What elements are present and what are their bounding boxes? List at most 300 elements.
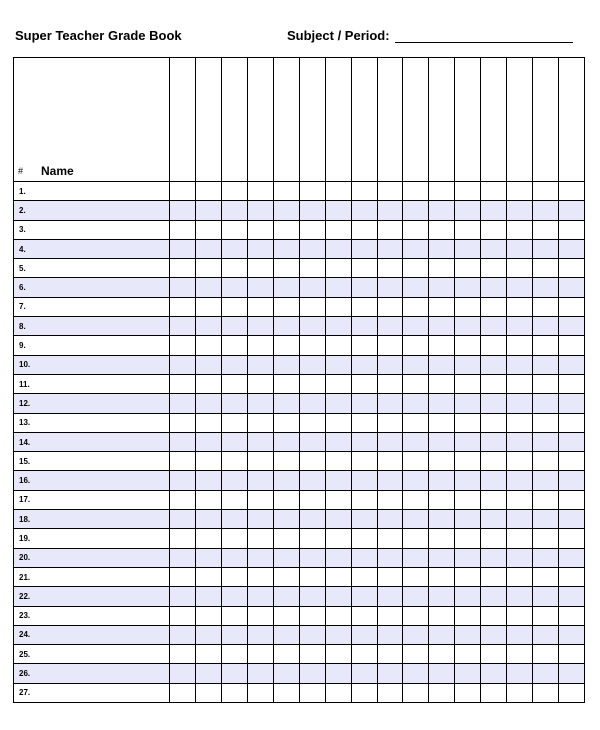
- grade-cell[interactable]: [481, 336, 507, 355]
- grade-cell[interactable]: [533, 471, 559, 490]
- grade-cell[interactable]: [195, 645, 221, 664]
- grade-cell[interactable]: [377, 683, 403, 702]
- grade-cell[interactable]: [403, 259, 429, 278]
- grade-cell[interactable]: [403, 278, 429, 297]
- grade-cell[interactable]: [533, 625, 559, 644]
- student-name-cell[interactable]: [14, 355, 170, 374]
- grade-cell[interactable]: [403, 567, 429, 586]
- grade-cell[interactable]: [351, 452, 377, 471]
- grade-cell[interactable]: [247, 317, 273, 336]
- grade-cell[interactable]: [247, 182, 273, 201]
- grade-cell[interactable]: [273, 471, 299, 490]
- grade-cell[interactable]: [325, 259, 351, 278]
- grade-cell[interactable]: [377, 452, 403, 471]
- grade-cell[interactable]: [455, 452, 481, 471]
- grade-cell[interactable]: [299, 239, 325, 258]
- grade-cell[interactable]: [195, 259, 221, 278]
- grade-cell[interactable]: [377, 201, 403, 220]
- grade-cell[interactable]: [247, 645, 273, 664]
- grade-cell[interactable]: [299, 548, 325, 567]
- grade-cell[interactable]: [507, 683, 533, 702]
- grade-cell[interactable]: [351, 548, 377, 567]
- grade-cell[interactable]: [559, 413, 585, 432]
- grade-cell[interactable]: [170, 664, 196, 683]
- grade-cell[interactable]: [351, 355, 377, 374]
- grade-cell[interactable]: [429, 471, 455, 490]
- student-name-cell[interactable]: [14, 645, 170, 664]
- grade-cell[interactable]: [273, 201, 299, 220]
- grade-cell[interactable]: [351, 683, 377, 702]
- grade-cell[interactable]: [170, 201, 196, 220]
- grade-cell[interactable]: [195, 490, 221, 509]
- grade-cell[interactable]: [325, 317, 351, 336]
- grade-cell[interactable]: [481, 239, 507, 258]
- grade-cell[interactable]: [533, 394, 559, 413]
- grade-cell[interactable]: [403, 432, 429, 451]
- grade-cell[interactable]: [221, 645, 247, 664]
- grade-cell[interactable]: [533, 239, 559, 258]
- grade-cell[interactable]: [221, 394, 247, 413]
- grade-cell[interactable]: [507, 201, 533, 220]
- grade-cell[interactable]: [377, 625, 403, 644]
- grade-cell[interactable]: [429, 355, 455, 374]
- grade-cell[interactable]: [299, 490, 325, 509]
- student-name-cell[interactable]: [14, 664, 170, 683]
- grade-cell[interactable]: [170, 336, 196, 355]
- grade-cell[interactable]: [325, 548, 351, 567]
- grade-cell[interactable]: [195, 239, 221, 258]
- grade-cell[interactable]: [247, 471, 273, 490]
- grade-column-header[interactable]: [247, 58, 273, 182]
- grade-cell[interactable]: [559, 664, 585, 683]
- student-name-cell[interactable]: [14, 413, 170, 432]
- grade-cell[interactable]: [481, 625, 507, 644]
- grade-cell[interactable]: [273, 529, 299, 548]
- grade-cell[interactable]: [325, 645, 351, 664]
- grade-cell[interactable]: [273, 297, 299, 316]
- grade-cell[interactable]: [247, 259, 273, 278]
- grade-cell[interactable]: [299, 317, 325, 336]
- grade-cell[interactable]: [195, 452, 221, 471]
- grade-cell[interactable]: [325, 587, 351, 606]
- grade-cell[interactable]: [429, 625, 455, 644]
- student-name-cell[interactable]: [14, 567, 170, 586]
- grade-cell[interactable]: [325, 278, 351, 297]
- grade-cell[interactable]: [481, 567, 507, 586]
- grade-cell[interactable]: [507, 490, 533, 509]
- student-name-cell[interactable]: [14, 317, 170, 336]
- grade-cell[interactable]: [455, 645, 481, 664]
- grade-cell[interactable]: [429, 182, 455, 201]
- grade-cell[interactable]: [325, 625, 351, 644]
- grade-cell[interactable]: [481, 317, 507, 336]
- grade-cell[interactable]: [481, 490, 507, 509]
- grade-cell[interactable]: [377, 645, 403, 664]
- grade-cell[interactable]: [403, 625, 429, 644]
- grade-cell[interactable]: [533, 374, 559, 393]
- grade-cell[interactable]: [403, 239, 429, 258]
- grade-cell[interactable]: [403, 336, 429, 355]
- grade-cell[interactable]: [403, 529, 429, 548]
- grade-cell[interactable]: [247, 239, 273, 258]
- grade-cell[interactable]: [507, 510, 533, 529]
- grade-cell[interactable]: [377, 220, 403, 239]
- student-name-cell[interactable]: [14, 471, 170, 490]
- grade-cell[interactable]: [429, 510, 455, 529]
- grade-cell[interactable]: [481, 220, 507, 239]
- grade-cell[interactable]: [221, 529, 247, 548]
- grade-cell[interactable]: [351, 529, 377, 548]
- grade-cell[interactable]: [351, 567, 377, 586]
- grade-cell[interactable]: [247, 567, 273, 586]
- grade-column-header[interactable]: [429, 58, 455, 182]
- grade-cell[interactable]: [170, 625, 196, 644]
- grade-cell[interactable]: [533, 182, 559, 201]
- grade-cell[interactable]: [195, 664, 221, 683]
- grade-cell[interactable]: [559, 625, 585, 644]
- grade-cell[interactable]: [559, 548, 585, 567]
- grade-cell[interactable]: [247, 606, 273, 625]
- grade-cell[interactable]: [455, 182, 481, 201]
- grade-cell[interactable]: [221, 278, 247, 297]
- grade-cell[interactable]: [247, 625, 273, 644]
- grade-cell[interactable]: [403, 510, 429, 529]
- grade-cell[interactable]: [377, 317, 403, 336]
- grade-cell[interactable]: [481, 664, 507, 683]
- grade-cell[interactable]: [221, 355, 247, 374]
- grade-cell[interactable]: [429, 432, 455, 451]
- grade-cell[interactable]: [221, 510, 247, 529]
- grade-cell[interactable]: [481, 259, 507, 278]
- grade-cell[interactable]: [195, 432, 221, 451]
- grade-cell[interactable]: [455, 336, 481, 355]
- grade-cell[interactable]: [559, 355, 585, 374]
- grade-cell[interactable]: [247, 220, 273, 239]
- grade-column-header[interactable]: [559, 58, 585, 182]
- grade-cell[interactable]: [247, 548, 273, 567]
- grade-cell[interactable]: [455, 413, 481, 432]
- subject-period-field[interactable]: [395, 42, 573, 43]
- grade-cell[interactable]: [351, 432, 377, 451]
- grade-cell[interactable]: [533, 297, 559, 316]
- grade-cell[interactable]: [533, 490, 559, 509]
- grade-cell[interactable]: [481, 587, 507, 606]
- grade-cell[interactable]: [221, 239, 247, 258]
- grade-cell[interactable]: [481, 606, 507, 625]
- grade-cell[interactable]: [247, 683, 273, 702]
- grade-cell[interactable]: [170, 297, 196, 316]
- grade-cell[interactable]: [403, 606, 429, 625]
- grade-cell[interactable]: [481, 529, 507, 548]
- grade-cell[interactable]: [351, 413, 377, 432]
- grade-cell[interactable]: [507, 336, 533, 355]
- grade-cell[interactable]: [507, 625, 533, 644]
- grade-cell[interactable]: [273, 374, 299, 393]
- student-name-cell[interactable]: [14, 259, 170, 278]
- grade-cell[interactable]: [377, 239, 403, 258]
- grade-cell[interactable]: [195, 317, 221, 336]
- grade-cell[interactable]: [351, 220, 377, 239]
- grade-cell[interactable]: [481, 645, 507, 664]
- grade-cell[interactable]: [195, 336, 221, 355]
- grade-cell[interactable]: [351, 201, 377, 220]
- grade-cell[interactable]: [170, 510, 196, 529]
- grade-cell[interactable]: [507, 278, 533, 297]
- grade-cell[interactable]: [325, 355, 351, 374]
- grade-cell[interactable]: [455, 220, 481, 239]
- grade-cell[interactable]: [195, 529, 221, 548]
- grade-cell[interactable]: [195, 220, 221, 239]
- grade-cell[interactable]: [170, 413, 196, 432]
- grade-cell[interactable]: [221, 664, 247, 683]
- grade-cell[interactable]: [170, 259, 196, 278]
- grade-cell[interactable]: [247, 587, 273, 606]
- student-name-cell[interactable]: [14, 432, 170, 451]
- grade-cell[interactable]: [377, 529, 403, 548]
- grade-cell[interactable]: [429, 548, 455, 567]
- grade-cell[interactable]: [221, 452, 247, 471]
- grade-cell[interactable]: [247, 510, 273, 529]
- grade-cell[interactable]: [403, 317, 429, 336]
- grade-cell[interactable]: [377, 471, 403, 490]
- grade-cell[interactable]: [481, 355, 507, 374]
- grade-cell[interactable]: [273, 432, 299, 451]
- grade-cell[interactable]: [455, 510, 481, 529]
- grade-cell[interactable]: [377, 394, 403, 413]
- student-name-cell[interactable]: [14, 548, 170, 567]
- grade-cell[interactable]: [351, 336, 377, 355]
- grade-column-header[interactable]: [221, 58, 247, 182]
- grade-cell[interactable]: [533, 336, 559, 355]
- grade-cell[interactable]: [455, 567, 481, 586]
- grade-cell[interactable]: [299, 394, 325, 413]
- grade-cell[interactable]: [221, 471, 247, 490]
- grade-cell[interactable]: [429, 567, 455, 586]
- grade-cell[interactable]: [170, 182, 196, 201]
- grade-cell[interactable]: [195, 394, 221, 413]
- grade-cell[interactable]: [455, 355, 481, 374]
- grade-cell[interactable]: [325, 606, 351, 625]
- grade-cell[interactable]: [455, 394, 481, 413]
- grade-cell[interactable]: [221, 182, 247, 201]
- grade-cell[interactable]: [429, 297, 455, 316]
- grade-cell[interactable]: [429, 278, 455, 297]
- grade-cell[interactable]: [533, 259, 559, 278]
- student-name-cell[interactable]: [14, 336, 170, 355]
- grade-cell[interactable]: [559, 452, 585, 471]
- grade-cell[interactable]: [221, 297, 247, 316]
- grade-cell[interactable]: [170, 317, 196, 336]
- grade-cell[interactable]: [559, 587, 585, 606]
- grade-cell[interactable]: [325, 201, 351, 220]
- grade-cell[interactable]: [403, 413, 429, 432]
- grade-cell[interactable]: [273, 259, 299, 278]
- grade-cell[interactable]: [299, 452, 325, 471]
- grade-cell[interactable]: [481, 201, 507, 220]
- grade-cell[interactable]: [170, 239, 196, 258]
- grade-cell[interactable]: [221, 317, 247, 336]
- grade-cell[interactable]: [481, 182, 507, 201]
- grade-column-header[interactable]: [325, 58, 351, 182]
- grade-cell[interactable]: [221, 567, 247, 586]
- grade-cell[interactable]: [377, 490, 403, 509]
- grade-cell[interactable]: [273, 645, 299, 664]
- grade-cell[interactable]: [559, 529, 585, 548]
- grade-cell[interactable]: [403, 587, 429, 606]
- grade-cell[interactable]: [455, 529, 481, 548]
- grade-cell[interactable]: [377, 567, 403, 586]
- grade-cell[interactable]: [351, 394, 377, 413]
- grade-cell[interactable]: [481, 413, 507, 432]
- grade-cell[interactable]: [170, 683, 196, 702]
- grade-cell[interactable]: [247, 413, 273, 432]
- grade-cell[interactable]: [221, 490, 247, 509]
- grade-cell[interactable]: [377, 355, 403, 374]
- grade-cell[interactable]: [559, 374, 585, 393]
- grade-cell[interactable]: [170, 645, 196, 664]
- grade-cell[interactable]: [507, 432, 533, 451]
- grade-cell[interactable]: [325, 413, 351, 432]
- grade-cell[interactable]: [170, 394, 196, 413]
- grade-cell[interactable]: [559, 297, 585, 316]
- grade-cell[interactable]: [429, 394, 455, 413]
- grade-cell[interactable]: [299, 567, 325, 586]
- grade-cell[interactable]: [507, 297, 533, 316]
- grade-cell[interactable]: [559, 683, 585, 702]
- grade-cell[interactable]: [170, 355, 196, 374]
- grade-cell[interactable]: [195, 510, 221, 529]
- grade-cell[interactable]: [247, 355, 273, 374]
- grade-cell[interactable]: [533, 587, 559, 606]
- grade-cell[interactable]: [170, 452, 196, 471]
- grade-cell[interactable]: [533, 529, 559, 548]
- grade-cell[interactable]: [507, 317, 533, 336]
- grade-cell[interactable]: [377, 297, 403, 316]
- grade-cell[interactable]: [247, 432, 273, 451]
- grade-cell[interactable]: [299, 182, 325, 201]
- grade-cell[interactable]: [170, 278, 196, 297]
- grade-cell[interactable]: [559, 201, 585, 220]
- grade-cell[interactable]: [455, 606, 481, 625]
- grade-column-header[interactable]: [195, 58, 221, 182]
- grade-cell[interactable]: [351, 510, 377, 529]
- grade-cell[interactable]: [299, 645, 325, 664]
- student-name-cell[interactable]: [14, 182, 170, 201]
- grade-cell[interactable]: [170, 374, 196, 393]
- grade-cell[interactable]: [455, 278, 481, 297]
- grade-cell[interactable]: [170, 220, 196, 239]
- grade-cell[interactable]: [481, 374, 507, 393]
- grade-cell[interactable]: [273, 683, 299, 702]
- grade-cell[interactable]: [273, 355, 299, 374]
- grade-cell[interactable]: [273, 625, 299, 644]
- grade-cell[interactable]: [221, 259, 247, 278]
- grade-cell[interactable]: [429, 645, 455, 664]
- grade-cell[interactable]: [273, 336, 299, 355]
- grade-cell[interactable]: [507, 259, 533, 278]
- grade-column-header[interactable]: [273, 58, 299, 182]
- grade-cell[interactable]: [273, 317, 299, 336]
- grade-cell[interactable]: [195, 606, 221, 625]
- student-name-cell[interactable]: [14, 220, 170, 239]
- grade-cell[interactable]: [351, 317, 377, 336]
- grade-cell[interactable]: [273, 567, 299, 586]
- grade-cell[interactable]: [195, 182, 221, 201]
- grade-cell[interactable]: [429, 490, 455, 509]
- grade-cell[interactable]: [351, 374, 377, 393]
- grade-cell[interactable]: [507, 220, 533, 239]
- grade-cell[interactable]: [221, 548, 247, 567]
- grade-cell[interactable]: [481, 452, 507, 471]
- grade-cell[interactable]: [351, 471, 377, 490]
- grade-cell[interactable]: [455, 374, 481, 393]
- grade-cell[interactable]: [247, 278, 273, 297]
- grade-cell[interactable]: [170, 471, 196, 490]
- grade-cell[interactable]: [377, 548, 403, 567]
- grade-cell[interactable]: [429, 587, 455, 606]
- grade-cell[interactable]: [507, 374, 533, 393]
- student-name-cell[interactable]: [14, 683, 170, 702]
- grade-cell[interactable]: [247, 201, 273, 220]
- grade-cell[interactable]: [455, 239, 481, 258]
- student-name-cell[interactable]: [14, 201, 170, 220]
- grade-cell[interactable]: [403, 394, 429, 413]
- grade-cell[interactable]: [533, 317, 559, 336]
- grade-cell[interactable]: [533, 548, 559, 567]
- grade-cell[interactable]: [533, 355, 559, 374]
- grade-cell[interactable]: [559, 259, 585, 278]
- grade-cell[interactable]: [429, 239, 455, 258]
- student-name-cell[interactable]: [14, 394, 170, 413]
- grade-cell[interactable]: [533, 664, 559, 683]
- grade-cell[interactable]: [429, 529, 455, 548]
- grade-cell[interactable]: [429, 374, 455, 393]
- grade-cell[interactable]: [325, 336, 351, 355]
- grade-cell[interactable]: [403, 182, 429, 201]
- grade-column-header[interactable]: [533, 58, 559, 182]
- grade-cell[interactable]: [299, 259, 325, 278]
- grade-cell[interactable]: [507, 567, 533, 586]
- grade-cell[interactable]: [170, 606, 196, 625]
- grade-cell[interactable]: [195, 548, 221, 567]
- student-name-cell[interactable]: [14, 452, 170, 471]
- grade-cell[interactable]: [247, 394, 273, 413]
- grade-cell[interactable]: [481, 297, 507, 316]
- grade-cell[interactable]: [195, 567, 221, 586]
- grade-column-header[interactable]: [481, 58, 507, 182]
- grade-cell[interactable]: [325, 220, 351, 239]
- grade-cell[interactable]: [325, 510, 351, 529]
- grade-cell[interactable]: [559, 432, 585, 451]
- grade-cell[interactable]: [507, 452, 533, 471]
- grade-cell[interactable]: [429, 683, 455, 702]
- grade-cell[interactable]: [455, 683, 481, 702]
- grade-cell[interactable]: [247, 664, 273, 683]
- student-name-cell[interactable]: [14, 490, 170, 509]
- grade-cell[interactable]: [325, 683, 351, 702]
- grade-cell[interactable]: [273, 548, 299, 567]
- grade-cell[interactable]: [559, 182, 585, 201]
- student-name-cell[interactable]: [14, 374, 170, 393]
- grade-cell[interactable]: [507, 606, 533, 625]
- grade-cell[interactable]: [221, 220, 247, 239]
- grade-cell[interactable]: [351, 278, 377, 297]
- grade-cell[interactable]: [403, 490, 429, 509]
- grade-cell[interactable]: [533, 567, 559, 586]
- grade-cell[interactable]: [325, 471, 351, 490]
- grade-cell[interactable]: [351, 664, 377, 683]
- grade-cell[interactable]: [325, 394, 351, 413]
